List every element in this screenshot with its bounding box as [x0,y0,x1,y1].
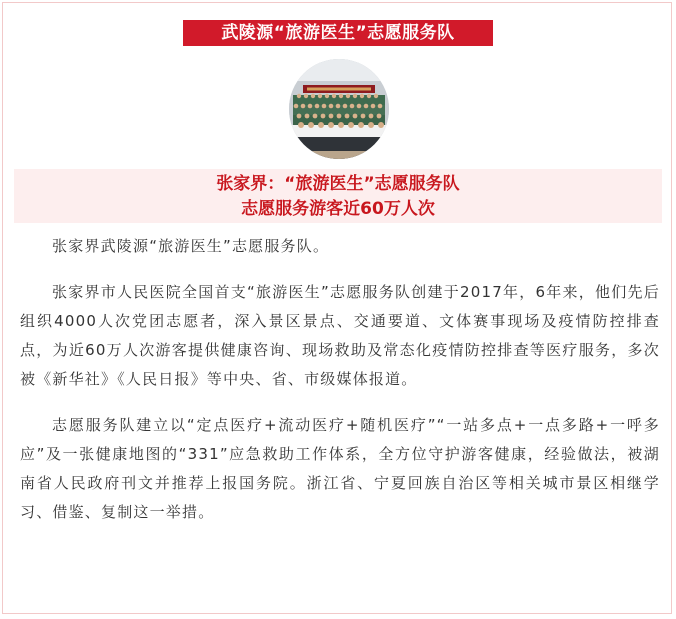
group-photo-image [289,59,389,159]
paragraph-2: 张家界市人民医院全国首支“旅游医生”志愿服务队创建于2017年，6年来，他们先后组织4000人次党团志愿者，深入景区景点、交通要道、文体赛事现场及疫情防控排查点，为近60万人次游客提供健康咨询、现场救助及常态化疫情防控排查等医疗服务，多次被《新华社》《人民日报》等中央、省、市级媒体报道。 [20,283,660,388]
article-body [20,232,660,544]
headline-box [14,169,662,223]
banner-title: 武陵源“旅游医生”志愿服务队 [221,23,455,43]
group-photo-drawing [289,59,389,159]
paragraph-3: 志愿服务队建立以“定点医疗+流动医疗+随机医疗”“一站多点+一点多路+一呼多应”及一张健康地图的“331”应急救助工作体系，全方位守护游客健康，经验做法，被湖南省人民政府刊文并推荐上报国务院。浙江省、宁夏回族自治区等相关城市景区相继学习、借鉴、复制这一举措。 [20,416,660,521]
section-banner [183,20,493,46]
headline-line-1: 张家界：“旅游医生”志愿服务队 [216,174,460,194]
headline-line-2: 志愿服务游客近60万人次 [241,199,435,219]
paragraph-1: 张家界武陵源“旅游医生”志愿服务队。 [52,237,330,255]
